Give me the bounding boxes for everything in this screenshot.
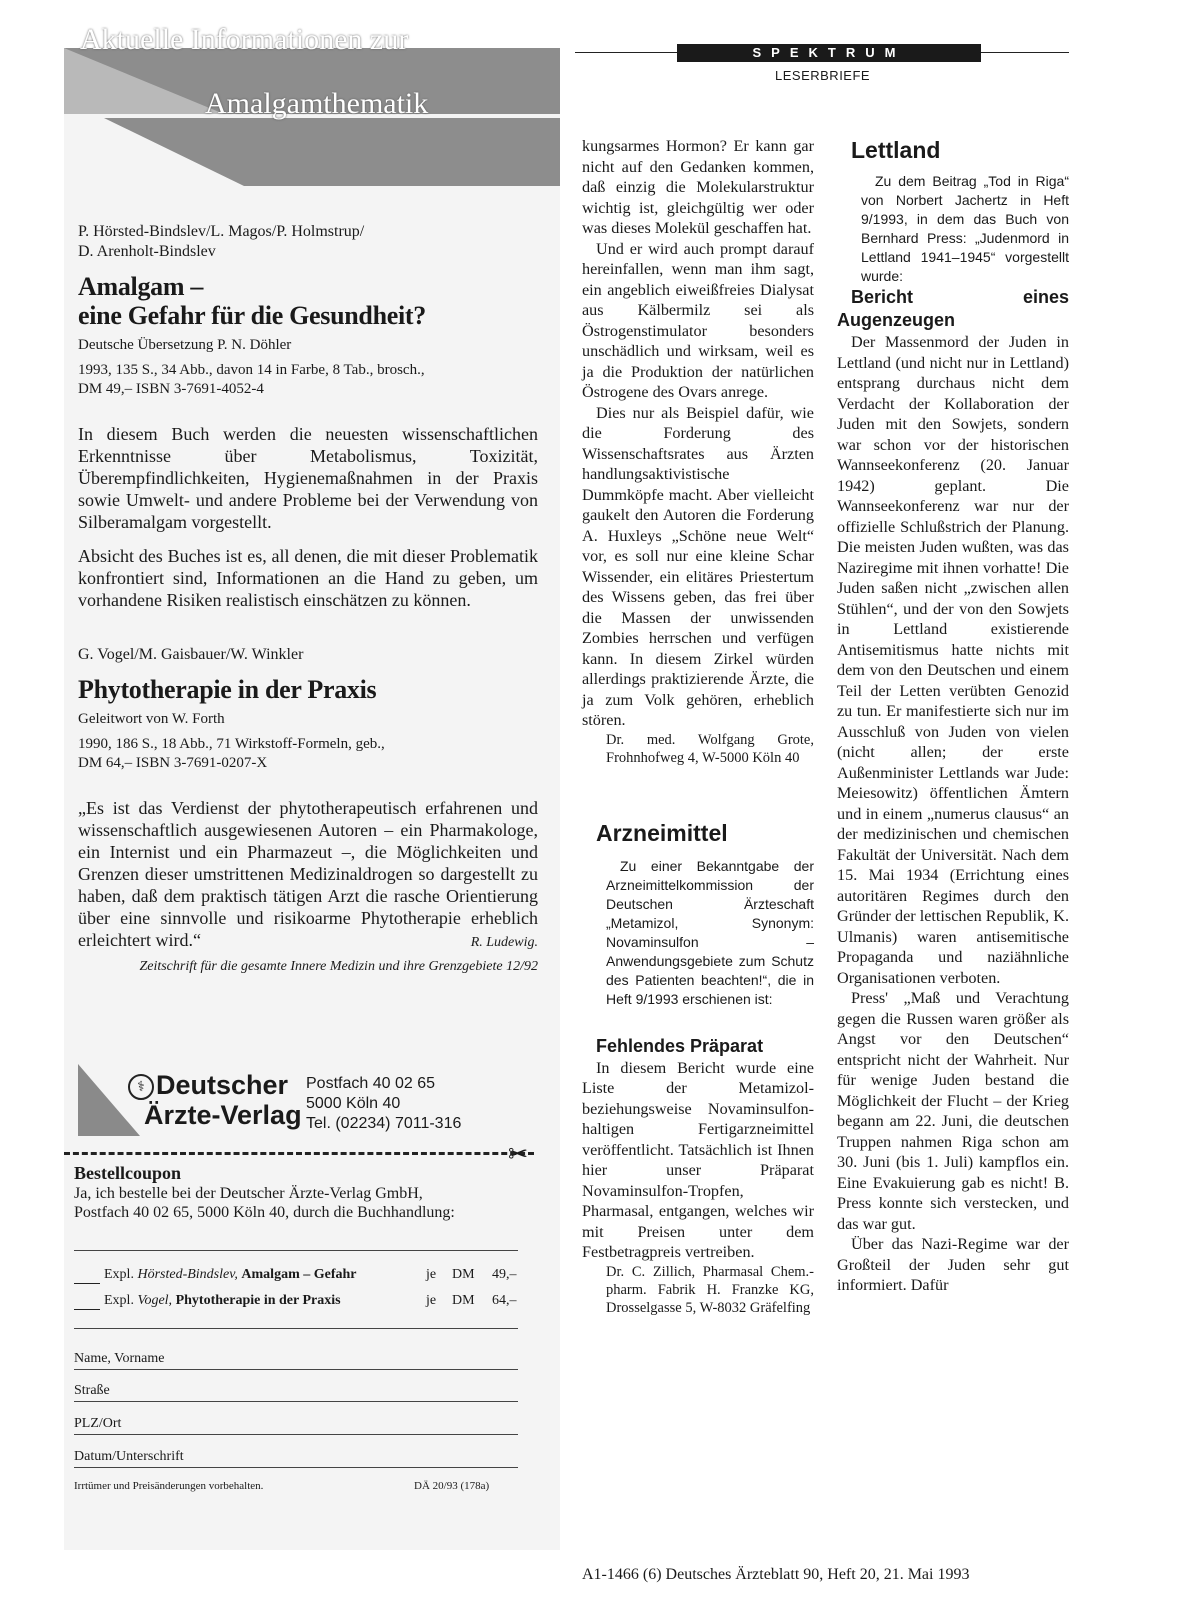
letter-signature: Dr. C. Zillich, Pharmasal Chem.-pharm. Fabrik H. Franzke KG, Drosselgasse 5, W-8032 Gräfelfing bbox=[606, 1263, 814, 1316]
banner-title-line2: Amalgamthematik bbox=[205, 87, 429, 120]
heading-lettland: Lettland bbox=[851, 137, 941, 163]
book2-quote-source: Zeitschrift für die gesamte Innere Medizin und ihre Grenzgebiete 12/92 bbox=[139, 959, 538, 974]
zip-city-field[interactable]: PLZ/Ort bbox=[74, 1415, 518, 1435]
publisher-name: Deutscher Ärzte-Verlag bbox=[144, 1070, 302, 1130]
letter-paragraph: In diesem Bericht wurde eine Liste der Metamizol- beziehungsweise Novaminsulfon-haltigen Fertigarzneimittel veröffentlicht. Tatsächlich ist Ihnen hier unser Präparat Novaminsulfon-Tropfen, Pharmasal, entgangen, welches wir mit Preisen unter dem Festbetragpreis vertreiben. bbox=[582, 1058, 814, 1261]
ad-body bbox=[78, 222, 538, 977]
book2-title: Phytotherapie in der Praxis bbox=[78, 675, 377, 704]
letter-intro: Zu einer Bekanntgabe der Arzneimittelkommission der Deutschen Ärzteschaft „Metamizol, Synonym: Novaminsulfon – Anwendungsgebiete zum Schutz des Patienten beachten!“, die in Heft 9/1993 erschienen ist: bbox=[606, 857, 814, 1007]
publisher-address: Postfach 40 02 65 5000 Köln 40 Tel. (02234) 7011-316 bbox=[306, 1075, 462, 1132]
letter-paragraph: kungsarmes Hormon? Er kann gar nicht auf den Gedanken kommen, daß einzig die Molekularstruktur wichtig ist, gleichgültig wer oder was dieses Molekül geschaffen hat. bbox=[582, 137, 814, 237]
coupon-code: DÄ 20/93 (178a) bbox=[414, 1480, 490, 1492]
publisher-logo-icon: ⚕ bbox=[128, 1074, 154, 1100]
letter-paragraph: Über das Nazi-Regime war der Großteil der Juden sehr gut informiert. Dafür bbox=[837, 1235, 1069, 1294]
coupon-divider bbox=[74, 1250, 518, 1251]
letter-paragraph: Dies nur als Beispiel dafür, wie die Forderung des Wissenschaftsrates aus Ärzten handlungsaktivistische Dummköpfe macht. Aber vielleicht gaukelt den Autoren die Forderung A. Huxleys „Schöne neue Welt“ vor, es soll nur eine kleine Schar Wissender, ein elitäres Priestertum des Wissens geben, das frei über die Massen der unwissenden Zombies herrschen und verfügen kann. In diesem Zirkel würden allerdings praktizierende Ärzte, die ja zum Volk gehören, erheblich stören. bbox=[582, 403, 814, 729]
letter-paragraph: Press' „Maß und Verachtung gegen die Russen waren größer als Angst vor den Deutschen“ entspricht nicht der Wahrheit. Nur für wenige Juden bestand die Möglichkeit der Flucht – der Krieg begann am 22. Juni, die deutschen Truppen nahmen Riga schon am 30. Juni (bis 1. Juli) kampflos ein. Eine Evakuierung gab es nicht! B. Press konnte sich verstecken, und das war gut. bbox=[837, 989, 1069, 1233]
order-row-phytotherapie[interactable]: Expl. Vogel, Phytotherapie in der Praxis je DM 64,– bbox=[74, 1292, 524, 1310]
column-right bbox=[837, 136, 1069, 1296]
coupon-footnote: Irrtümer und Preisänderungen vorbehalten. DÄ 20/93 (178a) bbox=[74, 1480, 490, 1492]
banner-title-line1: Aktuelle Informationen zur bbox=[80, 23, 409, 56]
book1-description: In diesem Buch werden die neuesten wissenschaftlichen Erkenntnisse über Metabolismus, Toxizität, Überempfindlichkeiten, Hygienemaßnahmen in der Praxis sowie Umwelt- und andere Probleme bei der Verwendung von Silberamalgam vorgestellt. bbox=[78, 424, 538, 532]
name-field[interactable]: Name, Vorname bbox=[74, 1350, 518, 1370]
book1-purpose: Absicht des Buches ist es, all denen, die mit dieser Problematik konfrontiert sind, Informationen an die Hand zu geben, um vorhandene Risiken realistisch einschätzen zu können. bbox=[78, 546, 538, 610]
book1-title: Amalgam – eine Gefahr für die Gesundheit? bbox=[78, 272, 426, 330]
book2-foreword: Geleitwort von W. Forth bbox=[78, 711, 225, 727]
scissors-icon: ✂ bbox=[508, 1140, 529, 1168]
coupon-intro: Ja, ich bestelle bei der Deutscher Ärzte-Verlag GmbH, Postfach 40 02 65, 5000 Köln 40, durch die Buchhandlung: bbox=[74, 1185, 455, 1221]
quantity-field[interactable] bbox=[74, 1309, 100, 1310]
book1-translation: Deutsche Übersetzung P. N. Döhler bbox=[78, 337, 292, 353]
column-left bbox=[582, 136, 814, 1317]
cut-line bbox=[64, 1152, 534, 1155]
book1-details: 1993, 135 S., 34 Abb., davon 14 in Farbe, 8 Tab., brosch., DM 49,– ISBN 3-7691-4052-4 bbox=[78, 362, 425, 397]
book2-quote-author: R. Ludewig. bbox=[470, 935, 538, 950]
order-row-amalgam[interactable]: Expl. Hörsted-Bindslev, Amalgam – Gefahr je DM 49,– bbox=[74, 1266, 524, 1284]
quantity-field[interactable] bbox=[74, 1283, 100, 1284]
letter-paragraph: Und er wird auch prompt darauf hereinfallen, wenn man ihm sagt, ein angeblich eiweißfreies Dialysat aus Kälbermilz sei als Östrogenstimulator besonders unschädlich und wirksam, weil es ja die Produktion der natürlichen Östrogene des Ovars anrege. bbox=[582, 239, 814, 401]
order-coupon bbox=[74, 1162, 524, 1550]
book1-authors: P. Hörsted-Bindslev/L. Magos/P. Holmstrup/ D. Arenholt-Bindslev bbox=[78, 223, 365, 260]
publisher-triangle-graphic bbox=[78, 1064, 140, 1136]
heading-bericht: Bericht eines Augenzeugen bbox=[837, 287, 1069, 330]
street-field[interactable]: Straße bbox=[74, 1382, 518, 1402]
heading-fehlendes-praeparat: Fehlendes Präparat bbox=[596, 1035, 764, 1056]
book2-authors: G. Vogel/M. Gaisbauer/W. Winkler bbox=[78, 646, 304, 663]
book2-details: 1990, 186 S., 18 Abb., 71 Wirkstoff-Formeln, geb., DM 64,– ISBN 3-7691-0207-X bbox=[78, 736, 385, 771]
letter-intro: Zu dem Beitrag „Tod in Riga“ von Norbert Jachertz in Heft 9/1993, in dem das Buch von Bernhard Press: „Judenmord in Lettland 1941–1945“ vorgestellt wurde: bbox=[861, 173, 1069, 284]
heading-arzneimittel: Arzneimittel bbox=[596, 819, 728, 846]
date-signature-field[interactable]: Datum/Unterschrift bbox=[74, 1448, 518, 1468]
page-footer: A1-1466 (6) Deutsches Ärzteblatt 90, Heft 20, 21. Mai 1993 bbox=[582, 1566, 970, 1583]
section-label: SPEKTRUM bbox=[677, 44, 981, 62]
book2-review-quote: „Es ist das Verdienst der phytotherapeutisch erfahrenen und wissenschaftlich ausgewiesenen Autoren – ein Pharmakologe, ein Internist und ein Pharmazeut –, die Möglichkeiten und Grenzen dieser umstrittenen Medizinaldrogen so dargestellt zu haben, daß dem praktisch tätigen Arzt die rasche Orientierung über eine sinnvolle und risikoarme Phytotherapie erheblich erleichtert wird.“ bbox=[78, 798, 538, 950]
letter-signature: Dr. med. Wolfgang Grote, Frohnhofweg 4, W-5000 Köln 40 bbox=[606, 731, 814, 766]
letter-paragraph: Der Massenmord der Juden in Lettland (und nicht nur in Lettland) entsprang durchaus nicht dem Verdacht der Kollaboration der Juden mit den Sowjets, sondern war schon vor der historischen Wannseekonferenz (20. Januar 1942) geplant. Die Wannseekonferenz war nur der offizielle Schlußstrich der Planung. Die meisten Juden wußten, was das Naziregime mit ihnen vorhatte! Die Juden saßen nicht „zwischen allen Stühlen“, und der von den Sowjets in Lettland existierende Antisemitismus hatte nichts mit dem von den Deutschen und einem Teil der Letten verübten Genozid zu tun. Er manifestierte sich nur im Ausschluß von Juden von vielen (nicht allen; der erste Außenminister Lettlands war Jude: Meiesowitz) öffentlichen Ämtern und in einem „numerus clausus“ an der medizinischen und chemischen Fakultät der Universität. Nach dem 15. Mai 1934 (Errichtung eines autoritären Regimes durch den Gründer der lettischen Republik, K. Ulmanis) waren antisemitische Propaganda und naziähnliche Organisationen verboten. bbox=[837, 333, 1069, 987]
subsection-label: LESERBRIEFE bbox=[775, 68, 871, 83]
coupon-divider bbox=[74, 1328, 518, 1329]
coupon-title: Bestellcoupon bbox=[74, 1163, 182, 1183]
